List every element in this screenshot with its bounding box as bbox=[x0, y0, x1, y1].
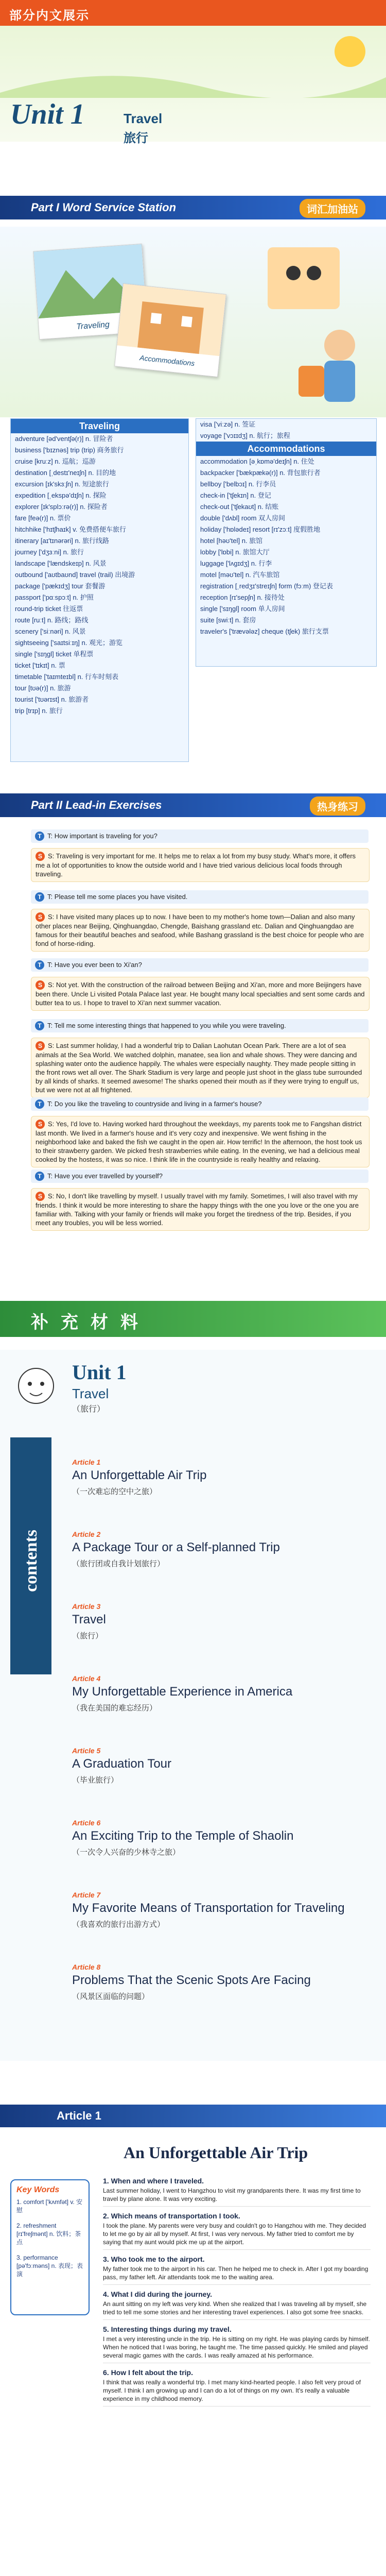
vocab-right-item: motel [məʊ'tel] n. 汽车旅馆 bbox=[200, 571, 280, 579]
vocab-left-item: route [ruːt] n. 路线；路线 bbox=[15, 616, 89, 624]
vocab-right-box bbox=[196, 418, 377, 667]
qa-text: S: Yes, I'd love to. Having worked hard throughout the weekdays, my parents took me to Fangshan district last month. We lived in a farmer's house and it's very cozy and inexpensive. We went fishing in the neighborhood lake and baked the fish we caught in the open air. How terrific! In the afternoon, the host took us to their strawberry garden. We picked fresh strawberries while eating. In the evening, we had a delicious meal cooked by the hostess, it was so nice. I think life in the countryside is really healthy and relaxing. bbox=[36, 1120, 362, 1163]
contents-article-num: Article 8 bbox=[72, 1963, 101, 1971]
contents-article-cn: （我在美国的难忘经历） bbox=[72, 1704, 157, 1713]
article1-bar-label: Article 1 bbox=[57, 2109, 101, 2122]
supplement-label: 补充材料 bbox=[31, 1313, 150, 1332]
vocab-left-item: tour [tʊə(r)] n. 旅游 bbox=[15, 684, 71, 692]
photo-card-accommodations bbox=[114, 283, 226, 377]
vocab-right-list bbox=[196, 456, 376, 637]
vocab-left-item: fare [feə(r)] n. 票价 bbox=[15, 514, 71, 522]
reading-section-body: I think that was really a wonderful trip. I met many kind-hearted people. I also felt very proud of myself. I think I am growing up and I can do a lot of things on my own. It's really a valuable experience in my childhood memory. bbox=[103, 2378, 371, 2406]
vocab-right-item: registration [ˌredʒɪ'streɪʃn] form (fɔːm) 登记表 bbox=[200, 582, 333, 590]
contents-article-num: Article 5 bbox=[72, 1747, 101, 1755]
reading-section-head: 2. Which means of transportation I took. bbox=[103, 2212, 240, 2220]
hotel-icon bbox=[117, 284, 225, 356]
contents-article-cn: （风景区面临的问题） bbox=[72, 1992, 150, 2001]
vocab-right-item: luggage ['lʌɡɪdʒ] n. 行李 bbox=[200, 560, 272, 567]
vocab-left-item: passport ['pɑːspɔːt] n. 护照 bbox=[15, 594, 94, 601]
vocab-left-item: destination [ˌdestɪ'neɪʃn] n. 目的地 bbox=[15, 469, 116, 477]
qa-text: S: Traveling is very important for me. It helps me to relax a lot from my busy study. What's more, it offers me a lot of opportunities to know the outside world and I have tried various delicious local foods through traveling. bbox=[36, 852, 356, 878]
vocab-left-item: scenery ['siːnəri] n. 风景 bbox=[15, 628, 86, 635]
reading-section-body: My father took me to the airport in his car. Then he helped me to check in. After I got my boarding pass, my father left. Air attendants took me to the waiting area. bbox=[103, 2265, 371, 2285]
reading-section bbox=[103, 2325, 371, 2363]
vocab-left-item: trip [trɪp] n. 旅行 bbox=[15, 707, 63, 715]
supplement-bar bbox=[0, 1301, 386, 1337]
qa-teacher-line bbox=[31, 829, 369, 843]
vocab-left-item: timetable ['taɪmteɪbl] n. 行车时刻表 bbox=[15, 673, 119, 681]
vocab-left-item: expedition [ˌekspə'dɪʃn] n. 探险 bbox=[15, 492, 107, 499]
vocab-left-item: hitchhike ['hɪtʃhaɪk] v. 免费搭便车旅行 bbox=[15, 526, 126, 533]
unit-title-cn: 旅行 bbox=[124, 131, 148, 145]
unit-title-en: Travel bbox=[124, 111, 163, 126]
contents-article-cn: （我喜欢的旅行出游方式） bbox=[72, 1920, 165, 1929]
contents-page bbox=[0, 1350, 386, 2061]
contents-article-cn: （旅行团或自我计划旅行） bbox=[72, 1560, 165, 1568]
traveler-head-icon bbox=[324, 330, 355, 361]
contents-title-en: Travel bbox=[72, 1386, 109, 1401]
contents-unit: Unit 1 bbox=[72, 1361, 127, 1384]
vocab-left-item: business ['bɪznəs] trip (trip) 商务旅行 bbox=[15, 446, 124, 454]
keywords-head: Key Words bbox=[16, 2185, 60, 2194]
qa-student-line bbox=[31, 848, 370, 882]
vocab-right-item: check-in ['tʃekɪn] n. 登记 bbox=[200, 492, 271, 499]
photo-card-accommodations-label: Accommodations bbox=[139, 353, 196, 368]
contents-article-title: An Exciting Trip to the Temple of Shaolin bbox=[72, 1829, 294, 1843]
reading-section-body: Last summer holiday, I went to Hangzhou to visit my grandparents there. It was my first time to travel by plane alone. It was very exciting. bbox=[103, 2187, 371, 2207]
reading-section-head: 1. When and where I traveled. bbox=[103, 2177, 204, 2185]
qa-role-badge: T bbox=[35, 892, 44, 902]
unit-title: Unit 1 bbox=[10, 98, 85, 130]
contents-article-title: Problems That the Scenic Spots Are Facing bbox=[72, 1973, 311, 1987]
contents-article-num: Article 6 bbox=[72, 1819, 101, 1827]
contents-article-title: My Favorite Means of Transportation for Traveling bbox=[72, 1901, 345, 1915]
contents-side-label: contents bbox=[22, 1530, 41, 1592]
vocab-right-item: single ['sɪŋɡl] room 单人房间 bbox=[200, 605, 285, 613]
contents-article-cn: （毕业旅行） bbox=[72, 1776, 119, 1785]
sun-icon bbox=[335, 36, 365, 67]
vocab-left-item: tourist ['tʊərɪst] n. 旅游者 bbox=[15, 696, 89, 703]
vocab-right-top-list bbox=[196, 419, 376, 442]
vocab-left-item: cruise [kruːz] n. 巡航；巡游 bbox=[15, 457, 96, 465]
reading-section bbox=[103, 2290, 371, 2320]
vocab-right-item: double ['dʌbl] room 双人房间 bbox=[200, 514, 286, 522]
boy-face-icon bbox=[15, 1360, 57, 1412]
qa-text: S: I have visited many places up to now. I have been to my mother's home town—Dalian and also many other places near Beijing, Qinghuangdao, Chengde, Baishang grassland etc. Dalian and Qinghuangdao are famous for their beautiful beaches and seafood, while Bashang grassland is the best choice for people who are fond of horse-riding. bbox=[36, 913, 364, 947]
vocab-right-item: lobby ['lɒbi] n. 旅馆大厅 bbox=[200, 548, 270, 556]
top-banner-label: 部分内文展示 bbox=[9, 9, 90, 23]
vocab-right-item: accommodation [əˌkɒmə'deɪʃn] n. 住处 bbox=[200, 457, 314, 465]
keyword-item: 1. comfort ['kʌmfət] v. 安慰 bbox=[16, 2198, 83, 2214]
contents-article-cn: （一次令人兴奋的少林寺之旅） bbox=[72, 1848, 181, 1857]
contents-article-title: Travel bbox=[72, 1613, 106, 1626]
vocab-left-item: journey ['dʒɜːni] n. 旅行 bbox=[15, 548, 84, 556]
qa-text: T: Have you ever been to Xi'an? bbox=[47, 961, 142, 969]
header-decoration bbox=[0, 31, 386, 98]
qa-text: T: How important is traveling for you? bbox=[47, 832, 157, 840]
contents-side-bar bbox=[10, 1437, 51, 1674]
contents-article-num: Article 7 bbox=[72, 1891, 101, 1899]
contents-article-title: A Package Tour or a Self-planned Trip bbox=[72, 1540, 280, 1554]
reading-section-body: An aunt sitting on my left was very kind. When she realized that I was traveling all by myself, she tried to tell me some stories and her interesting travel experiences. I also got some free snacks. bbox=[103, 2300, 371, 2320]
traveler-illustration bbox=[237, 242, 376, 412]
qa-text: T: Do you like the traveling to countryside and living in a farmer's house? bbox=[47, 1100, 262, 1108]
reading-section bbox=[103, 2255, 371, 2285]
vocab-right-item: hotel [həʊ'tel] n. 旅馆 bbox=[200, 537, 263, 545]
qa-student-line bbox=[31, 1038, 370, 1098]
contents-article-cn: （旅行） bbox=[72, 1632, 103, 1640]
vocab-left-head: Traveling bbox=[11, 419, 188, 433]
vocab-left-item: package ['pækɪdʒ] tour 套餐游 bbox=[15, 582, 106, 590]
vocab-left-list bbox=[11, 433, 188, 717]
reading-section-head: 4. What I did during the journey. bbox=[103, 2290, 213, 2298]
vocab-right-top-item: voyage ['vɔɪɪdʒ] n. 航行；旅程 bbox=[200, 432, 290, 439]
qa-text: S: Not yet. With the construction of the railroad between Beijing and Xi'an, more and more Beijingers have been there. Uncle Li visited Potala Palace last year. He bought many local specialties and sent some cards and butter tea to us. I hope to travel to Xi'an next summer vacation. bbox=[36, 981, 365, 1007]
qa-role-badge: T bbox=[35, 832, 44, 841]
reading-section bbox=[103, 2212, 371, 2250]
backpack-icon bbox=[299, 366, 324, 397]
qa-student-line bbox=[31, 977, 370, 1011]
qa-role-badge: S bbox=[36, 1041, 45, 1050]
vocab-right-item: reception [rɪ'sepʃn] n. 接待处 bbox=[200, 594, 285, 601]
contents-article-num: Article 4 bbox=[72, 1674, 101, 1683]
vocab-left-item: landscape ['lændskeɪp] n. 风景 bbox=[15, 560, 107, 567]
sunset-panel bbox=[268, 247, 340, 309]
reading-section bbox=[103, 2368, 371, 2406]
article1-bar bbox=[0, 2105, 386, 2127]
qa-student-line bbox=[31, 1188, 370, 1231]
photo-card-traveling-label: Traveling bbox=[76, 320, 110, 332]
qa-student-line bbox=[31, 1116, 370, 1167]
qa-role-badge: T bbox=[35, 1099, 44, 1109]
reading-section-head: 3. Who took me to the airport. bbox=[103, 2255, 205, 2263]
contents-article-title: A Graduation Tour bbox=[72, 1757, 172, 1771]
reading-section bbox=[103, 2177, 371, 2207]
qa-role-badge: S bbox=[36, 1192, 45, 1201]
vocab-left-item: sightseeing ['saɪtsiːɪŋ] n. 观光；游览 bbox=[15, 639, 122, 647]
vocab-left-item: adventure [əd'ventʃə(r)] n. 冒险者 bbox=[15, 435, 113, 443]
reading-section-head: 6. How I felt about the trip. bbox=[103, 2368, 193, 2377]
part1-label: Part I Word Service Station bbox=[31, 201, 177, 214]
keywords-box bbox=[10, 2179, 90, 2315]
reading-section-head: 5. Interesting things during my travel. bbox=[103, 2325, 232, 2333]
contents-article-title: An Unforgettable Air Trip bbox=[72, 1468, 207, 1482]
qa-teacher-line bbox=[31, 1170, 369, 1183]
part1-tag: 词汇加油站 bbox=[300, 199, 365, 218]
top-banner bbox=[0, 0, 386, 26]
contents-title-cn: （旅行） bbox=[72, 1405, 106, 1414]
keyword-item: 2. refreshment [rɪ'freʃmənt] n. 饮料；茶点 bbox=[16, 2222, 81, 2246]
keyword-item: 3. performance [pə'fɔːməns] n. 表现；表演 bbox=[16, 2254, 83, 2278]
hill-shape bbox=[0, 76, 386, 98]
qa-text: T: Please tell me some places you have visited. bbox=[47, 893, 188, 901]
qa-role-badge: S bbox=[36, 912, 45, 922]
qa-text: T: Tell me some interesting things that happened to you while you were traveling. bbox=[47, 1022, 286, 1029]
vocab-right-item: bellboy ['belbɔɪ] n. 行李员 bbox=[200, 480, 276, 488]
qa-role-badge: S bbox=[36, 980, 45, 990]
vocab-right-item: backpacker ['bækpækə(r)] n. 背包旅行者 bbox=[200, 469, 321, 477]
reading-section-body: I met a very interesting uncle in the trip. He is sitting on my right. He was playing cards by himself. When he noticed that I was boring, he taught me. The time passed quickly. He smiled and played several magic games with the cards. I was really amazed at his performance. bbox=[103, 2335, 371, 2363]
qa-teacher-line bbox=[31, 958, 369, 972]
vocab-left-item: itinerary [aɪ'tɪnərəri] n. 旅行线路 bbox=[15, 537, 109, 545]
vocab-left-item: ticket ['tɪkɪt] n. 票 bbox=[15, 662, 65, 669]
qa-teacher-line bbox=[31, 890, 369, 904]
contents-article-title: My Unforgettable Experience in America bbox=[72, 1685, 293, 1699]
qa-role-badge: S bbox=[36, 852, 45, 861]
person-silhouette-icon bbox=[286, 266, 301, 280]
vocab-left-box bbox=[10, 418, 189, 762]
qa-role-badge: S bbox=[36, 1120, 45, 1129]
vocab-left-item: excursion [ɪk'skɜːʃn] n. 短途旅行 bbox=[15, 480, 109, 488]
contents-article-num: Article 2 bbox=[72, 1530, 101, 1538]
qa-teacher-line bbox=[31, 1097, 369, 1111]
vocab-left-item: round-trip ticket 往返票 bbox=[15, 605, 83, 613]
vocab-left-item: outbound ['aʊtbaʊnd] travel (trail) 出境游 bbox=[15, 571, 135, 579]
part2-tag: 热身练习 bbox=[310, 796, 365, 816]
vocab-right-top-item: visa ['viːzə] n. 签证 bbox=[200, 420, 256, 428]
contents-article-num: Article 1 bbox=[72, 1458, 101, 1466]
qa-text: S: Last summer holiday, I had a wonderful trip to Dalian Laohutan Ocean Park. There are a lot of sea animals at the Sea World. We watched dolphin, manatee, sea lion and whale shows. They were dancing and splashing water onto the audience happily. The whales were especially naughty. They made people sitting in the front rows wet all over. The Shark Stadium is very large and people just shoot in the glass tube surrounded by all kinds of sharks. It seemed awesome! The sharks opened their mouth as if they were trying to engulf us, but we were not at all frightened. bbox=[36, 1042, 362, 1094]
vocab-right-item: holiday ['hɒlədeɪ] resort [rɪ'zɔːt] 度假胜地 bbox=[200, 526, 321, 533]
reading-sections bbox=[103, 2177, 371, 2412]
vocab-right-item: traveler's ['trævələz] cheque (tʃek) 旅行支票 bbox=[200, 628, 329, 635]
vocab-left-item: explorer [ɪk'splɔːrə(r)] n. 探险者 bbox=[15, 503, 108, 511]
qa-role-badge: T bbox=[35, 1172, 44, 1181]
qa-teacher-line bbox=[31, 1019, 369, 1032]
contents-article-num: Article 3 bbox=[72, 1602, 101, 1611]
vocab-right-item: check-out ['tʃekaʊt] n. 结账 bbox=[200, 503, 279, 511]
traveler-body bbox=[324, 361, 355, 402]
part2-bar bbox=[0, 793, 386, 817]
reading-section-body: I took the plane. My parents were very busy and couldn't go to Hangzhou with me. They decided to let me go by air all by myself. At first, I was very nervous. My father tried to comfort me by saying that my aunt would pick me up at the airport. bbox=[103, 2222, 371, 2250]
qa-role-badge: T bbox=[35, 960, 44, 970]
vocab-right-head: Accommodations bbox=[196, 442, 376, 456]
article1-title: An Unforgettable Air Trip bbox=[124, 2143, 308, 2162]
qa-text: S: No, I don't like travelling by myself. I usually travel with my family. Sometimes, I will also travel with my friends. I think it would be more interesting to share the happy things with the one you love or the one you are familiar with. Talking with your family or friends will make you forget the tiredness of the trip. Besides, if you meet any troubles, you will be less worried. bbox=[36, 1192, 359, 1227]
part2-label: Part II Lead-in Exercises bbox=[31, 799, 162, 811]
contents-article-cn: （一次难忘的空中之旅） bbox=[72, 1487, 157, 1496]
qa-text: T: Have you ever travelled by yourself? bbox=[47, 1172, 163, 1180]
keywords-list bbox=[16, 2198, 83, 2278]
qa-student-line bbox=[31, 909, 370, 952]
qa-role-badge: T bbox=[35, 1021, 44, 1030]
part1-bar bbox=[0, 196, 386, 219]
vocab-left-item: single ['sɪŋɡl] ticket 单程票 bbox=[15, 650, 94, 658]
vocab-right-item: suite [swiːt] n. 套房 bbox=[200, 616, 256, 624]
